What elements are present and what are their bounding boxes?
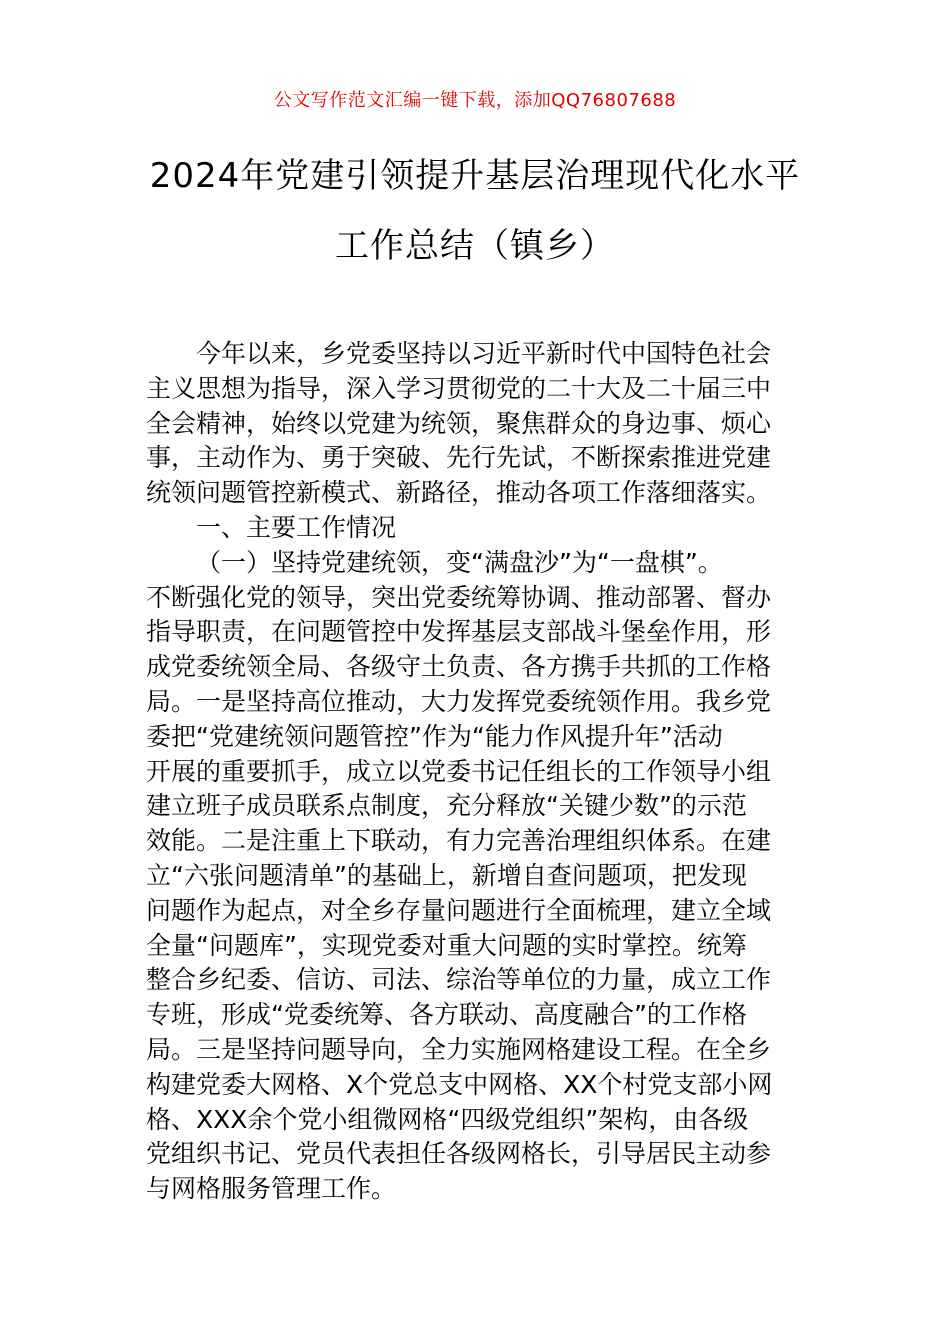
paragraph-line: 统领问题管控新模式、新路径，推动各项工作落细落实。 xyxy=(146,478,772,508)
paragraph-line: 党组织书记、党员代表担任各级网格长，引导居民主动参 xyxy=(146,1139,772,1169)
paragraph-line: 开展的重要抓手，成立以党委书记任组长的工作领导小组 xyxy=(146,756,772,786)
title-line-2: 工作总结（镇乡） xyxy=(335,226,615,266)
paragraph-line: 成党委统领全局、各级守土负责、各方携手共抓的工作格 xyxy=(146,652,772,682)
paragraph-line: 全会精神，始终以党建为统领，聚焦群众的身边事、烦心 xyxy=(146,408,772,438)
paragraph-line: 效能。二是注重上下联动，有力完善治理组织体系。在建 xyxy=(146,826,772,856)
paragraph-line: 构建党委大网格、X个党总支中网格、XX个村党支部小网 xyxy=(146,1069,773,1099)
title-line-1: 2024年党建引领提升基层治理现代化水平 xyxy=(149,156,801,196)
paragraph-line: 格、XXX余个党小组微网格“四级党组织”架构，由各级 xyxy=(146,1104,749,1134)
paragraph-line: 立“六张问题清单”的基础上，新增自查问题项，把发现 xyxy=(146,860,747,890)
body-text xyxy=(146,337,806,1207)
paragraph-line: 局。一是坚持高位推动，大力发挥党委统领作用。我乡党 xyxy=(146,686,772,716)
paragraph-line: 整合乡纪委、信访、司法、综治等单位的力量，成立工作 xyxy=(146,965,772,995)
paragraph-line: 今年以来，乡党委坚持以习近平新时代中国特色社会 xyxy=(196,339,772,368)
paragraph-line: 委把“党建统领问题管控”作为“能力作风提升年”活动 xyxy=(146,721,723,751)
paragraph-line: 指导职责，在问题管控中发挥基层支部战斗堡垒作用，形 xyxy=(146,617,772,647)
paragraph-line: 局。三是坚持问题导向，全力实施网格建设工程。在全乡 xyxy=(146,1034,772,1064)
paragraph-line: 建立班子成员联系点制度，充分释放“关键少数”的示范 xyxy=(146,791,747,821)
paragraph-line: 不断强化党的领导，突出党委统筹协调、推动部署、督办 xyxy=(146,582,772,612)
paragraph-line: 问题作为起点，对全乡存量问题进行全面梳理，建立全域 xyxy=(146,895,772,925)
paragraph-line: 事，主动作为、勇于突破、先行先试，不断探索推进党建 xyxy=(146,443,772,473)
subsection-heading: （一）坚持党建统领，变“满盘沙”为“一盘棋”。 xyxy=(196,547,723,577)
paragraph-line: 主义思想为指导，深入学习贯彻党的二十大及二十届三中 xyxy=(146,373,772,403)
paragraph-line: 全量“问题库”，实现党委对重大问题的实时掌控。统筹 xyxy=(146,930,747,960)
paragraph-line: 与网格服务管理工作。 xyxy=(146,1174,397,1204)
paragraph-line: 专班，形成“党委统筹、各方联动、高度融合”的工作格 xyxy=(146,1000,747,1030)
header-ad-text: 公文写作范文汇编一键下载，添加QQ76807688 xyxy=(273,90,677,111)
section-heading: 一、主要工作情况 xyxy=(196,512,397,542)
